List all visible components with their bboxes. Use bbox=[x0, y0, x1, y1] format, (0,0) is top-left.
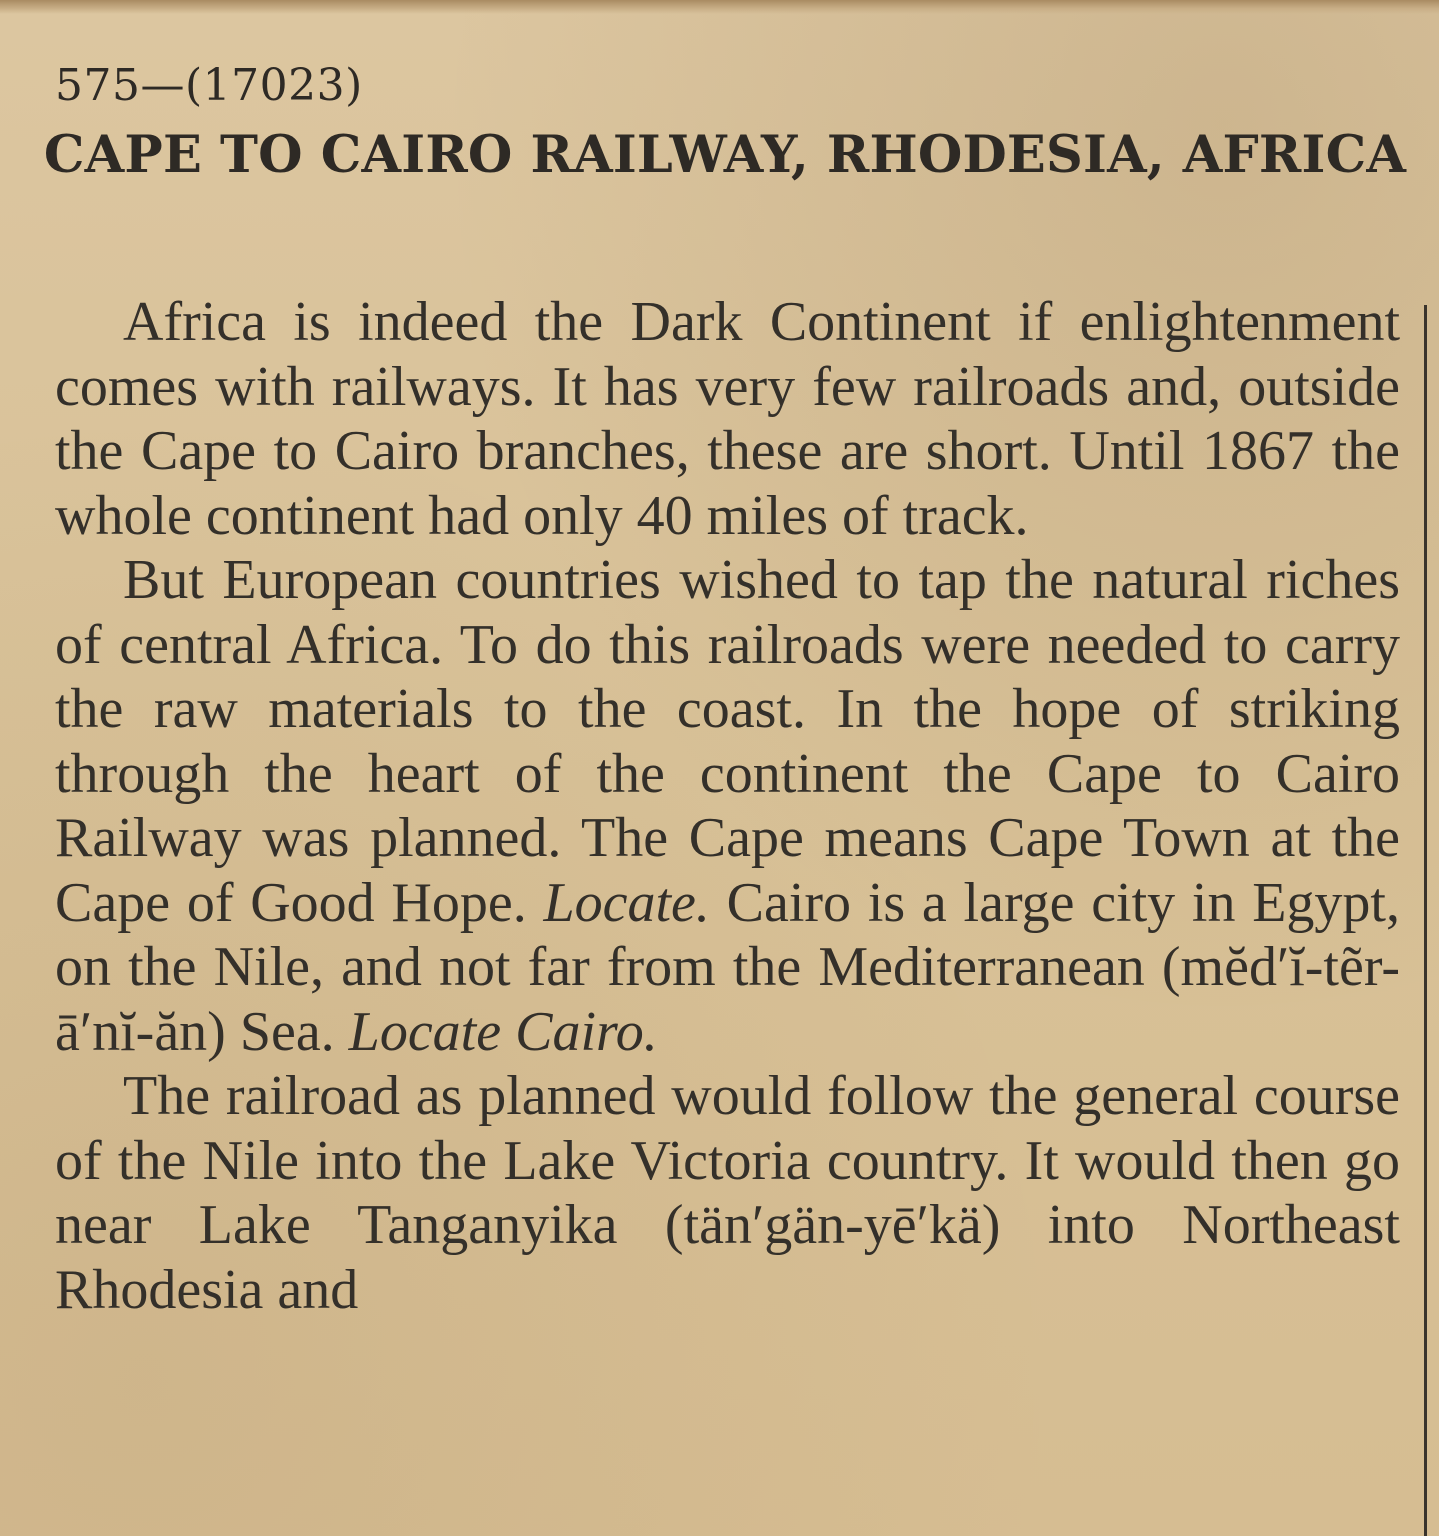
card-title: CAPE TO CAIRO RAILWAY, RHODESIA, AFRICA bbox=[43, 125, 1407, 185]
paragraph-2-text-b: Cairo is a large city in Egypt, on the Nile, and not far from the Mediterranean (mĕd′ĭ-tẽr-ā′nĭ-ăn) Sea. bbox=[55, 871, 1400, 1063]
paragraph-2-italic-locate: Locate. bbox=[543, 871, 710, 934]
paragraph-2-italic-locate-cairo: Locate Cairo. bbox=[348, 1000, 658, 1063]
description-text bbox=[55, 290, 1400, 1322]
paragraph-1 bbox=[55, 290, 1400, 548]
worn-top-edge bbox=[0, 0, 1439, 14]
paragraph-2-text-a: But European countries wished to tap the natural riches of central Africa. To do this railroads were needed to carry the raw materials to the coast. In the hope of striking through the heart of the continent the Cape to Cairo Railway was planned. The Cape means Cape Town at the Cape of Good Hope. bbox=[55, 549, 1400, 934]
paragraph-3 bbox=[55, 1064, 1400, 1322]
paragraph-1-text: Africa is indeed the Dark Continent if enlightenment comes with railways. It has very few railroads and, outside the Cape to Cairo branches, these are short. Until 1867 the whole continent had only 40 miles of track. bbox=[55, 291, 1400, 547]
paragraph-3-text: The railroad as planned would follow the general course of the Nile into the Lake Victoria country. It would then go near Lake Tanganyika (tän′gän-yē′kä) into Northeast Rhodesia and bbox=[55, 1065, 1400, 1321]
right-border-rule bbox=[1424, 305, 1427, 1536]
catalog-number: 575—(17023) bbox=[55, 60, 363, 111]
paragraph-2 bbox=[55, 548, 1400, 1064]
